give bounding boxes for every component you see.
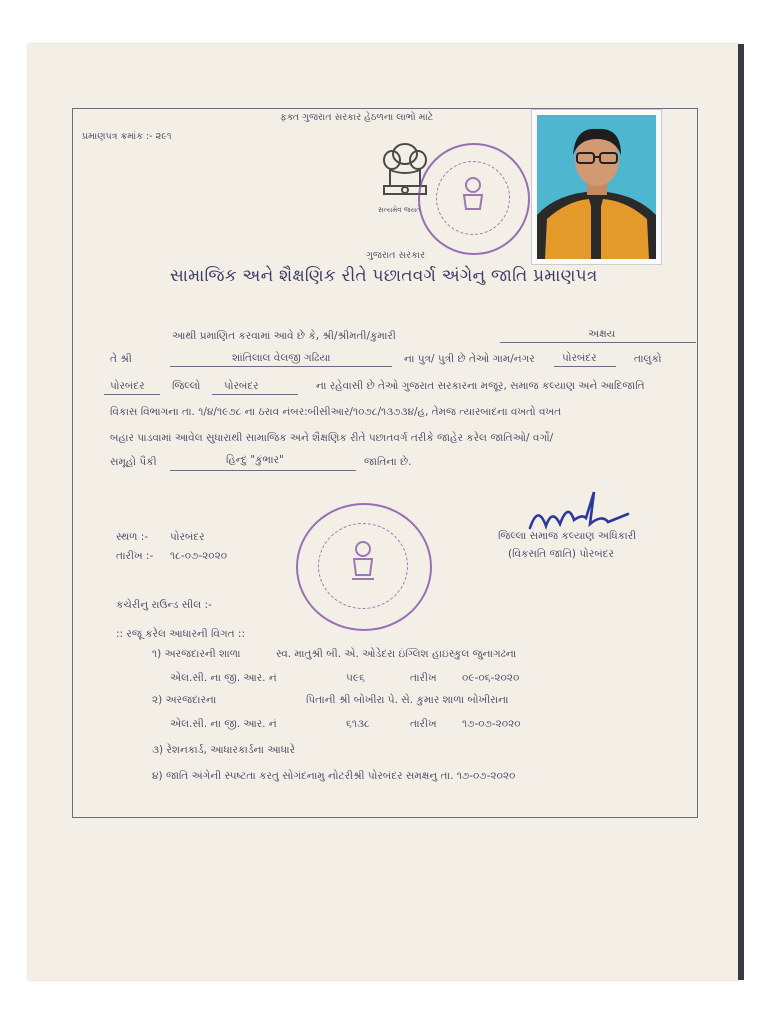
district-label: જિલ્લો bbox=[172, 380, 201, 392]
doc2-lc-number: ૬૧૩૮ bbox=[346, 718, 370, 730]
stamp-emblem-icon bbox=[348, 539, 378, 583]
taluka-label: તાલુકો bbox=[634, 353, 662, 365]
doc2-lc-label: એલ.સી. ના જી. આર. નં bbox=[170, 718, 277, 730]
officer-office: (વિકસતિ જાતિ) પોરબંદર bbox=[508, 548, 614, 560]
office-stamp-top bbox=[418, 143, 530, 255]
doc1-lc-number: ૫૯૬ bbox=[346, 672, 365, 684]
doc4: ૪) જાતિ અંગેની સ્પષ્ટતા કરતુ સોગંદનામુ નોટરીશ્રી પોરબંદર સમક્ષનુ તા. ૧૭-૦૭-૨૦૨૦ bbox=[152, 770, 516, 782]
body-line6-prefix: સમૂહો પૈકી bbox=[110, 456, 157, 468]
taluka: પોરબંદર bbox=[110, 380, 145, 392]
doc3: ૩) રેશનકાર્ડ, આધારકાર્ડના આધારે bbox=[152, 744, 295, 756]
body-line4: વિકાસ વિભાગના તા. ૧/૪/૧૯૭૮ ના ઠરાવ નંબર:બીસીઆર/૧૦૭૮/૧૩૭૩૪/હ, તેમજ ત્યારબાદના વખતો વખત bbox=[110, 406, 562, 418]
seal-label: કચેરીનુ રાઉન્ડ સીલ :- bbox=[116, 599, 212, 611]
certificate-title: સામાજિક અને શૈક્ષણિક રીતે પછાતવર્ગ અંગેનુ જાતિ પ્રમાણપત્ર bbox=[170, 266, 598, 286]
doc1-lc-label: એલ.સી. ના જી. આર. નં bbox=[170, 672, 277, 684]
issuer: ગુજરાત સરકાર bbox=[366, 250, 426, 261]
body-line1-prefix: આથી પ્રમાણિત કરવામાં આવે છે કે, શ્રી/શ્રીમતી/કુમારી bbox=[172, 330, 396, 342]
body-line3-rest: ના રહેવાસી છે તેઓ ગુજરાત સરકારના મજૂર, સમાજ કલ્યાણ અને આદિજાતિ bbox=[316, 380, 645, 392]
scan-edge bbox=[738, 44, 744, 980]
emblem-motto: સત્યમેવ જયતે bbox=[378, 206, 421, 214]
village: પોરબંદર bbox=[562, 352, 597, 364]
place-label: સ્થળ :- bbox=[116, 531, 149, 543]
father-name: શાંતિલાલ વેલજી ગઢિયા bbox=[232, 352, 331, 364]
issue-date: ૧૮-૦૭-૨૦૨૦ bbox=[170, 550, 228, 562]
doc1-school: સ્વ. માતુશ્રી બી. એ. ઓડેદરા ઇંગ્લિશ હાઇસ્કુલ જુનાગઢના bbox=[276, 648, 517, 660]
doc1-date-label: તારીખ bbox=[410, 672, 437, 684]
caste: હિન્દુ "કુંભાર" bbox=[226, 454, 284, 466]
body-line2-mid: ના પુત્ર/ પુત્રી છે તેઓ ગામ/નગર bbox=[404, 353, 535, 365]
body-line2-prefix: તે શ્રી bbox=[110, 353, 132, 365]
officer-title: જિલ્લા સમાજ કલ્યાણ અધિકારી bbox=[498, 530, 637, 542]
applicant-name: અક્ષય bbox=[588, 328, 616, 340]
documents-heading: :: રજૂ કરેલ આધારની વિગત :: bbox=[116, 628, 246, 640]
doc2-label: ૨) અરજદારના bbox=[152, 694, 217, 706]
body-line6-suffix: જાતિના છે. bbox=[364, 456, 412, 468]
place: પોરબંદર bbox=[170, 531, 205, 543]
district: પોરબંદર bbox=[224, 380, 259, 392]
body-line5: બહાર પાડવામાં આવેલ સુધારાથી સામાજિક અને શૈક્ષણિક રીતે પછાતવર્ગ તરીકે જાહેર કરેલ જાતિઓ/ વર્ગો/ bbox=[110, 432, 554, 444]
date-label: તારીખ :- bbox=[116, 550, 154, 562]
office-stamp-bottom bbox=[296, 503, 432, 631]
stamp-emblem-icon bbox=[458, 175, 488, 215]
doc1-date: ૦૯-૦૬-૨૦૨૦ bbox=[462, 672, 520, 684]
certificate-number: પ્રમાણપત્ર ક્રમાંક :- ૨૯૧ bbox=[82, 131, 172, 142]
doc2-date: ૧૭-૦૭-૨૦૨૦ bbox=[462, 718, 521, 730]
applicant-photo bbox=[531, 109, 662, 265]
person-photo-icon bbox=[537, 115, 656, 259]
doc2-school: પિતાની શ્રી બોખીરા પે. સે. કુમાર શાળા બોખીરાના bbox=[306, 694, 509, 706]
doc1-label: ૧) અરજદારની શાળા bbox=[152, 648, 241, 660]
header-note: ફક્ત ગુજરાત સરકાર હેઠળના લાભો માટે bbox=[280, 112, 434, 123]
doc2-date-label: તારીખ bbox=[410, 718, 437, 730]
